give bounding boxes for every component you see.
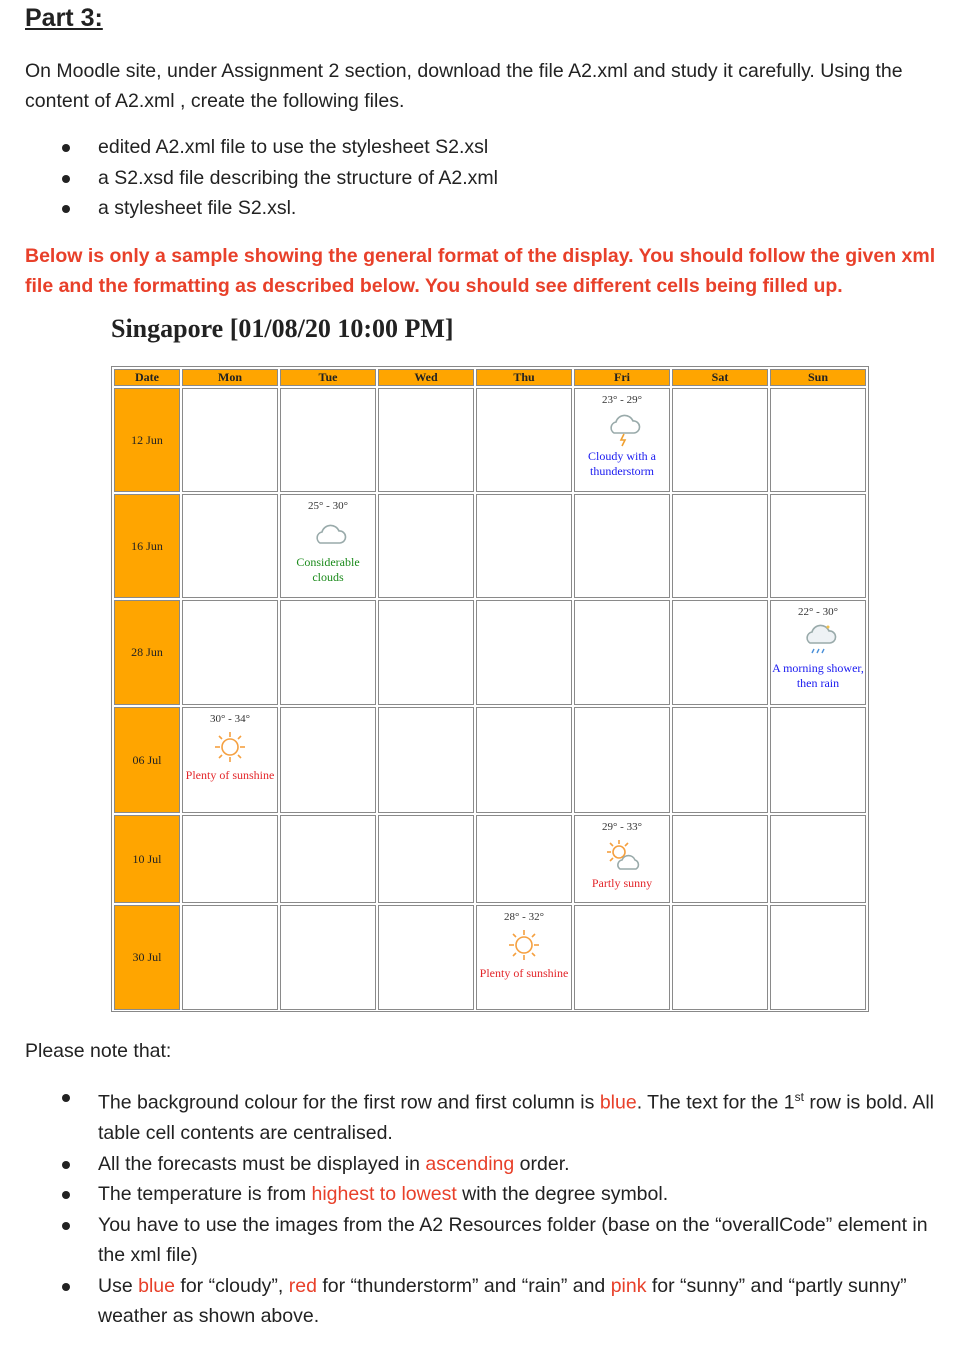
note-text: row is bold. All table cell contents are centralised. xyxy=(98,1091,934,1144)
bullet-icon xyxy=(62,1222,70,1230)
note-text: order. xyxy=(514,1152,570,1175)
notes-list xyxy=(0,1082,950,1332)
list-item xyxy=(0,1179,950,1210)
list-item xyxy=(0,1210,950,1271)
note-text: The temperature is from xyxy=(98,1183,312,1205)
temperature-range: 25° - 30° xyxy=(308,500,348,512)
date-cell: 16 Jun xyxy=(114,494,180,598)
forecast-description: Cloudy with a thunderstorm xyxy=(588,449,656,478)
bullet-icon xyxy=(62,1094,70,1102)
forecast-cell xyxy=(672,815,768,903)
forecast-cell xyxy=(476,388,572,492)
forecast-cell-filled xyxy=(476,905,572,1010)
forecast-cell xyxy=(378,905,474,1010)
forecast-cell xyxy=(574,600,670,705)
note-text: All the forecasts must be displayed in xyxy=(98,1152,426,1175)
thunderstorm-cloud-icon xyxy=(602,409,642,447)
forecast-cell xyxy=(770,815,866,903)
forecast-cell xyxy=(770,494,866,598)
header-cell: Sat xyxy=(672,369,768,386)
notes-heading: Please note that: xyxy=(25,1040,172,1062)
forecast-cell xyxy=(182,600,278,705)
forecast-entry xyxy=(183,708,277,812)
header-cell: Sun xyxy=(770,369,866,386)
bullet-icon xyxy=(62,1161,70,1169)
note-text: . The text for the 1 xyxy=(636,1091,795,1114)
cloud-icon xyxy=(308,515,348,553)
temperature-range: 30° - 34° xyxy=(210,713,250,725)
forecast-cell xyxy=(476,494,572,598)
forecast-cell xyxy=(770,905,866,1010)
note-text: The background colour for the first row and first column is xyxy=(98,1091,600,1114)
temperature-range: 28° - 32° xyxy=(504,911,544,923)
bullet-icon xyxy=(62,175,70,183)
forecast-cell-filled xyxy=(280,494,376,598)
temperature-range: 22° - 30° xyxy=(798,606,838,618)
rain-cloud-icon xyxy=(798,621,838,659)
forecast-cell xyxy=(378,600,474,705)
note-text: for “sunny” and “partly sunny” weather as shown above. xyxy=(98,1274,907,1327)
list-item xyxy=(0,1082,950,1149)
forecast-cell xyxy=(574,494,670,598)
highlighted-text: pink xyxy=(610,1274,647,1297)
list-item-text: a S2.xsd file describing the structure of A2.xml xyxy=(98,166,498,189)
list-item xyxy=(0,1149,950,1180)
bullet-icon xyxy=(62,1191,70,1199)
sun-icon xyxy=(504,926,544,964)
forecast-description: Partly sunny xyxy=(591,876,653,890)
note-text: for “cloudy”, xyxy=(174,1274,289,1297)
forecast-calendar xyxy=(111,366,869,1012)
list-item xyxy=(0,132,950,163)
header-cell: Mon xyxy=(182,369,278,386)
forecast-cell xyxy=(476,707,572,813)
forecast-cell xyxy=(378,494,474,598)
list-item-text: edited A2.xml file to use the stylesheet S2.xsl xyxy=(98,136,489,158)
list-item xyxy=(0,193,950,224)
forecast-cell xyxy=(770,707,866,813)
forecast-description: Plenty of sunshine xyxy=(479,966,569,980)
forecast-description: A morning shower, then rain xyxy=(772,661,864,690)
forecast-cell xyxy=(182,905,278,1010)
bullet-icon xyxy=(62,144,70,152)
date-cell: 10 Jul xyxy=(114,815,180,903)
forecast-cell xyxy=(182,815,278,903)
forecast-entry xyxy=(771,601,865,704)
list-item-text: a stylesheet file S2.xsl. xyxy=(98,197,297,219)
date-cell: 06 Jul xyxy=(114,707,180,813)
forecast-cell xyxy=(280,388,376,492)
sun-icon xyxy=(210,728,250,766)
forecast-description: Plenty of sunshine xyxy=(185,768,275,782)
list-item xyxy=(0,163,950,194)
bullet-icon xyxy=(62,1283,70,1291)
temperature-range: 29° - 33° xyxy=(602,821,642,833)
temperature-range: 23° - 29° xyxy=(602,394,642,406)
forecast-cell xyxy=(378,707,474,813)
header-cell: Tue xyxy=(280,369,376,386)
calendar-title: Singapore [01/08/20 10:00 PM] xyxy=(111,314,454,343)
forecast-cell xyxy=(182,388,278,492)
forecast-cell xyxy=(378,815,474,903)
forecast-entry xyxy=(575,389,669,491)
highlighted-text: highest to lowest xyxy=(311,1183,457,1205)
forecast-description: Considerable clouds xyxy=(296,555,360,584)
forecast-cell xyxy=(770,388,866,492)
highlighted-text: blue xyxy=(599,1091,637,1114)
list-item xyxy=(0,1271,950,1332)
forecast-cell xyxy=(280,707,376,813)
note-text: Use xyxy=(98,1274,139,1297)
sample-warning: Below is only a sample showing the general format of the display. You should follow the given xml file and the formatting as described below. You should see different cells being filled up. xyxy=(25,245,936,297)
header-cell: Thu xyxy=(476,369,572,386)
date-cell: 12 Jun xyxy=(114,388,180,492)
forecast-entry xyxy=(575,816,669,902)
highlighted-text: red xyxy=(288,1274,317,1297)
forecast-cell xyxy=(672,905,768,1010)
forecast-cell xyxy=(280,815,376,903)
forecast-cell-filled xyxy=(770,600,866,705)
forecast-cell xyxy=(574,905,670,1010)
note-text: st xyxy=(794,1090,804,1104)
date-cell: 28 Jun xyxy=(114,600,180,705)
forecast-cell xyxy=(672,494,768,598)
note-text: for “thunderstorm” and “rain” and xyxy=(316,1274,611,1297)
note-text: You have to use the images from the A2 Resources folder (base on the “overallCode” element in the xml file) xyxy=(98,1213,928,1266)
forecast-cell xyxy=(672,600,768,705)
header-cell: Wed xyxy=(378,369,474,386)
date-cell: 30 Jul xyxy=(114,905,180,1010)
forecast-cell xyxy=(280,905,376,1010)
intro-paragraph: On Moodle site, under Assignment 2 section, download the file A2.xml and study it carefully. Using the content of A2.xml , create the following files. xyxy=(25,60,903,112)
forecast-cell-filled xyxy=(182,707,278,813)
forecast-cell-filled xyxy=(574,815,670,903)
header-cell: Date xyxy=(114,369,180,386)
files-list xyxy=(0,132,950,224)
header-cell: Fri xyxy=(574,369,670,386)
note-text: with the degree symbol. xyxy=(456,1183,669,1205)
partly-sunny-icon xyxy=(602,836,642,874)
forecast-cell xyxy=(574,707,670,813)
highlighted-text: ascending xyxy=(425,1152,515,1175)
forecast-cell xyxy=(182,494,278,598)
forecast-entry xyxy=(281,495,375,597)
forecast-cell-filled xyxy=(574,388,670,492)
forecast-cell xyxy=(378,388,474,492)
forecast-cell xyxy=(476,815,572,903)
forecast-cell xyxy=(280,600,376,705)
forecast-cell xyxy=(476,600,572,705)
forecast-cell xyxy=(672,388,768,492)
highlighted-text: blue xyxy=(138,1274,175,1297)
part-heading: Part 3: xyxy=(25,4,103,32)
forecast-entry xyxy=(477,906,571,1009)
bullet-icon xyxy=(62,205,70,213)
forecast-cell xyxy=(672,707,768,813)
